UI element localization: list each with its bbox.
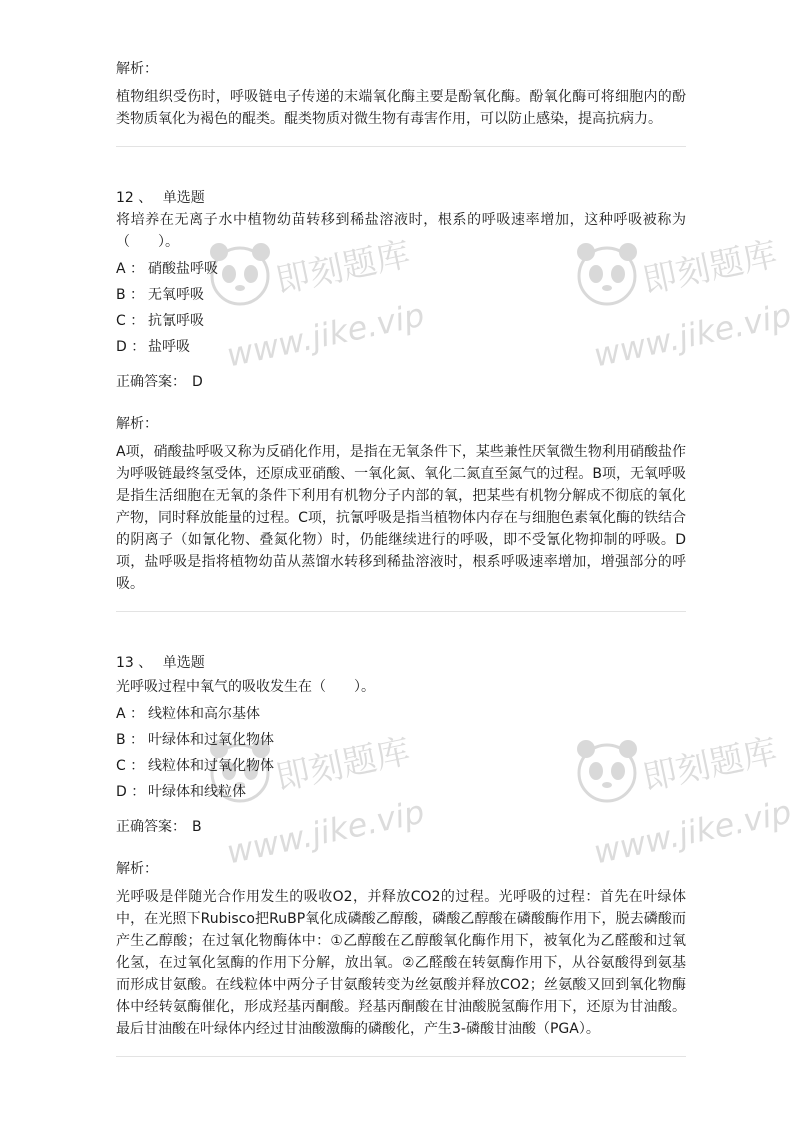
correct-answer	[116, 816, 686, 838]
watermark-brand: 即刻题库	[272, 234, 414, 302]
divider	[116, 1056, 686, 1057]
option-b[interactable]: B ： 无氧呼吸	[116, 287, 204, 303]
document-body	[116, 58, 686, 1057]
option-a[interactable]: A ： 线粒体和高尔基体	[116, 706, 260, 722]
question-number: 12 、	[116, 190, 153, 206]
question-header	[116, 187, 686, 209]
correct-answer	[116, 371, 686, 393]
question-12	[116, 187, 686, 595]
option-c[interactable]: C ： 线粒体和过氧化物体	[116, 758, 274, 774]
question-stem: 光呼吸过程中氧气的吸收发生在（ ）。	[116, 679, 375, 695]
question-number: 13 、	[116, 655, 153, 671]
explain-text: A项，硝酸盐呼吸又称为反硝化作用，是指在无氧条件下，某些兼性厌氧微生物利用硝酸盐作为呼吸链最终氢受体，还原成亚硝酸、一氧化氮、氧化二氮直至氮气的过程。B项，无氧呼吸是指生活细胞在无氧的条件下利用有机物分子内部的氧，把某些有机物分解成不彻底的氧化产物，同时释放能量的过程。C项，抗氰呼吸是指当植物体内存在与细胞色素氧化酶的铁结合的阴离子（如氰化物、叠氮化物）时，仍能继续进行的呼吸，即不受氰化物抑制的呼吸。D项，盐呼吸是指将植物幼苗从蒸馏水转移到稀盐溶液时，根系呼吸速率增加，增强部分的呼吸。	[116, 444, 686, 592]
divider	[116, 146, 686, 147]
option-list	[116, 702, 686, 804]
watermark-url: www.jike.vip	[223, 295, 428, 375]
watermark-url: www.jike.vip	[223, 792, 428, 872]
option-a[interactable]: A ： 硝酸盐呼吸	[116, 261, 218, 277]
explain-label: 解析：	[116, 61, 158, 77]
option-d[interactable]: D ： 叶绿体和线粒体	[116, 784, 246, 800]
explain-label: 解析：	[116, 416, 158, 432]
option-b[interactable]: B ： 叶绿体和过氧化物体	[116, 732, 274, 748]
answer-label: 正确答案：	[116, 374, 186, 390]
watermark-url: www.jike.vip	[590, 295, 795, 375]
explain-text: 光呼吸是伴随光合作用发生的吸收O2，并释放CO2的过程。光呼吸的过程：首先在叶绿体中，在光照下Rubisco把RuBP氧化成磷酸乙醇酸，磷酸乙醇酸在磷酸酶作用下，脱去磷酸而产生乙醇酸；在过氧化物酶体中：①乙醇酸在乙醇酸氧化酶作用下，被氧化为乙醛酸和过氧化氢，在过氧化氢酶的作用下分解，放出氧。②乙醛酸在转氨酶作用下，从谷氨酸得到氨基而形成甘氨酸。在线粒体中两分子甘氨酸转变为丝氨酸并释放CO2；丝氨酸又回到氧化物酶体中经转氨酶催化，形成羟基丙酮酸。羟基丙酮酸在甘油酸脱氢酶作用下，还原为甘油酸。最后甘油酸在叶绿体内经过甘油酸激酶的磷酸化，产生3-磷酸甘油酸（PGA）。	[116, 889, 686, 1037]
answer-value: B	[192, 819, 202, 835]
option-c[interactable]: C ： 抗氰呼吸	[116, 313, 204, 329]
question-stem: 将培养在无离子水中植物幼苗转移到稀盐溶液时，根系的呼吸速率增加，这种呼吸被称为（ ）。	[116, 212, 686, 250]
explain-label: 解析：	[116, 861, 158, 877]
question-type: 单选题	[162, 190, 205, 206]
watermark-brand: 即刻题库	[639, 234, 781, 302]
watermark-brand: 即刻题库	[639, 731, 781, 799]
answer-value: D	[192, 374, 203, 390]
option-list	[116, 257, 686, 359]
intro-explanation	[116, 58, 686, 130]
answer-label: 正确答案：	[116, 819, 186, 835]
explain-text: 植物组织受伤时，呼吸链电子传递的末端氧化酶主要是酚氧化酶。酚氧化酶可将细胞内的酚类物质氧化为褐色的醌类。醌类物质对微生物有毒害作用，可以防止感染，提高抗病力。	[116, 89, 686, 127]
question-header	[116, 652, 686, 674]
divider	[116, 611, 686, 612]
question-type: 单选题	[162, 655, 205, 671]
watermark-brand: 即刻题库	[272, 731, 414, 799]
watermark-url: www.jike.vip	[590, 792, 795, 872]
option-d[interactable]: D ： 盐呼吸	[116, 339, 190, 355]
question-13	[116, 652, 686, 1040]
